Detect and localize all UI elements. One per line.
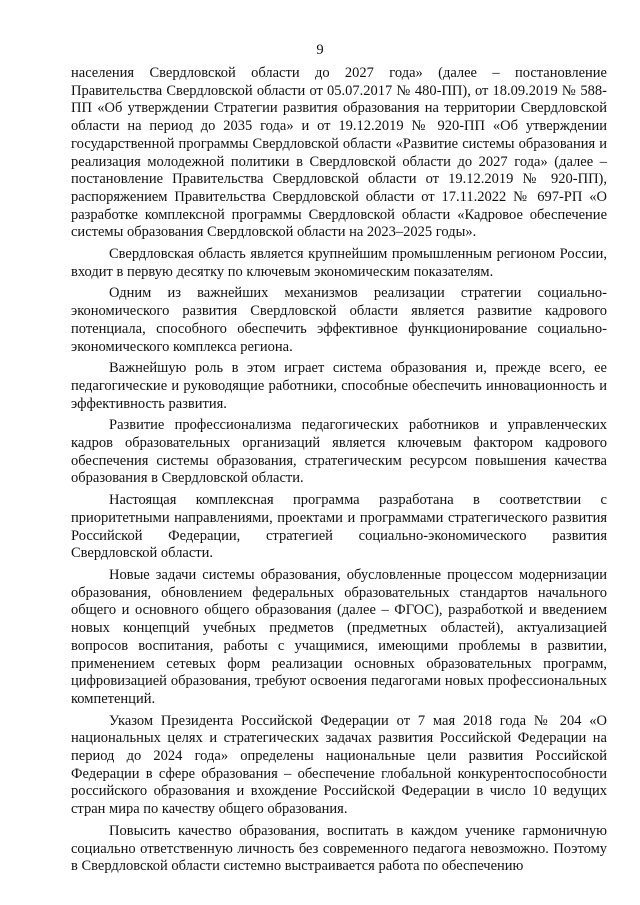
page-number: 9 <box>316 42 324 58</box>
document-body <box>71 65 607 880</box>
paragraph-region-overview: Свердловская область является крупнейшим промышленным регионом России, входит в первую десятку по ключевым экономическим показателям. <box>71 246 607 280</box>
paragraph-presidential-decree: Указом Президента Российской Федерации от 7 мая 2018 года № 204 «О национальных целях и стратегических задачах развития Российской Федерации на период до 2024 года» определены национальные цели развития Российской Федерации в сфере образования – обеспечение глобальной конкурентоспособности российского образования и вхождение Российской Федерации в число 10 ведущих стран мира по качеству общего образования. <box>71 712 607 818</box>
paragraph-new-tasks: Новые задачи системы образования, обусловленные процессом модернизации образования, обновлением федеральных образовательных стандартов начального общего и основного общего образования (далее – ФГОС), разработкой и введением новых концепций учебных предметов (предметных областей), актуализацией вопросов воспитания, работы с учащимися, имеющими проблемы в развитии, применением сетевых форм реализации основных образовательных программ, цифровизацией образования, требуют освоения педагогами новых профессиональных компетенций. <box>71 566 607 707</box>
paragraph-program-basis: Настоящая комплексная программа разработана в соответствии с приоритетными направлениями, проектами и программами стратегического развития Российской Федерации, стратегией социально-экономического развития Свердловской области. <box>71 492 607 562</box>
paragraph-strategy-mechanism: Одним из важнейших механизмов реализации стратегии социально-экономического развития Свердловской области является развитие кадрового потенциала, способного обеспечить эффективное функционирование социально-экономического комплекса региона. <box>71 285 607 355</box>
paragraph-education-quality: Повысить качество образования, воспитать в каждом ученике гармоничную социально ответственную личность без современного педагога невозможно. Поэтому в Свердловской области системно выстраивается работа по обеспечению <box>71 822 607 875</box>
paragraph-education-role: Важнейшую роль в этом играет система образования и, прежде всего, ее педагогические и руководящие работники, способные обеспечить инновационность и эффективность развития. <box>71 360 607 412</box>
paragraph-continuation: населения Свердловской области до 2027 года» (далее – постановление Правительства Свердловской области от 05.07.2017 № 480-ПП), от 18.09.2019 № 588-ПП «Об утверждении Стратегии развития образования на территории Свердловской области на период до 2035 года» и от 19.12.2019 № 920-ПП «Об утверждении государственной программы Свердловской области «Развитие системы образования и реализация молодежной политики в Свердловской области до 2027 года» (далее – постановление Правительства Свердловской области от 19.12.2019 № 920-ПП), распоряжением Правительства Свердловской области от 17.11.2022 № 697-РП «О разработке комплексной программы Свердловской области «Кадровое обеспечение системы образования Свердловской области на 2023–2025 годы». <box>71 65 607 241</box>
paragraph-professionalism: Развитие профессионализма педагогических работников и управленческих кадров образовательных организаций является ключевым фактором кадрового обеспечения системы образования, стратегическим ресурсом повышения качества образования в Свердловской области. <box>71 417 607 487</box>
